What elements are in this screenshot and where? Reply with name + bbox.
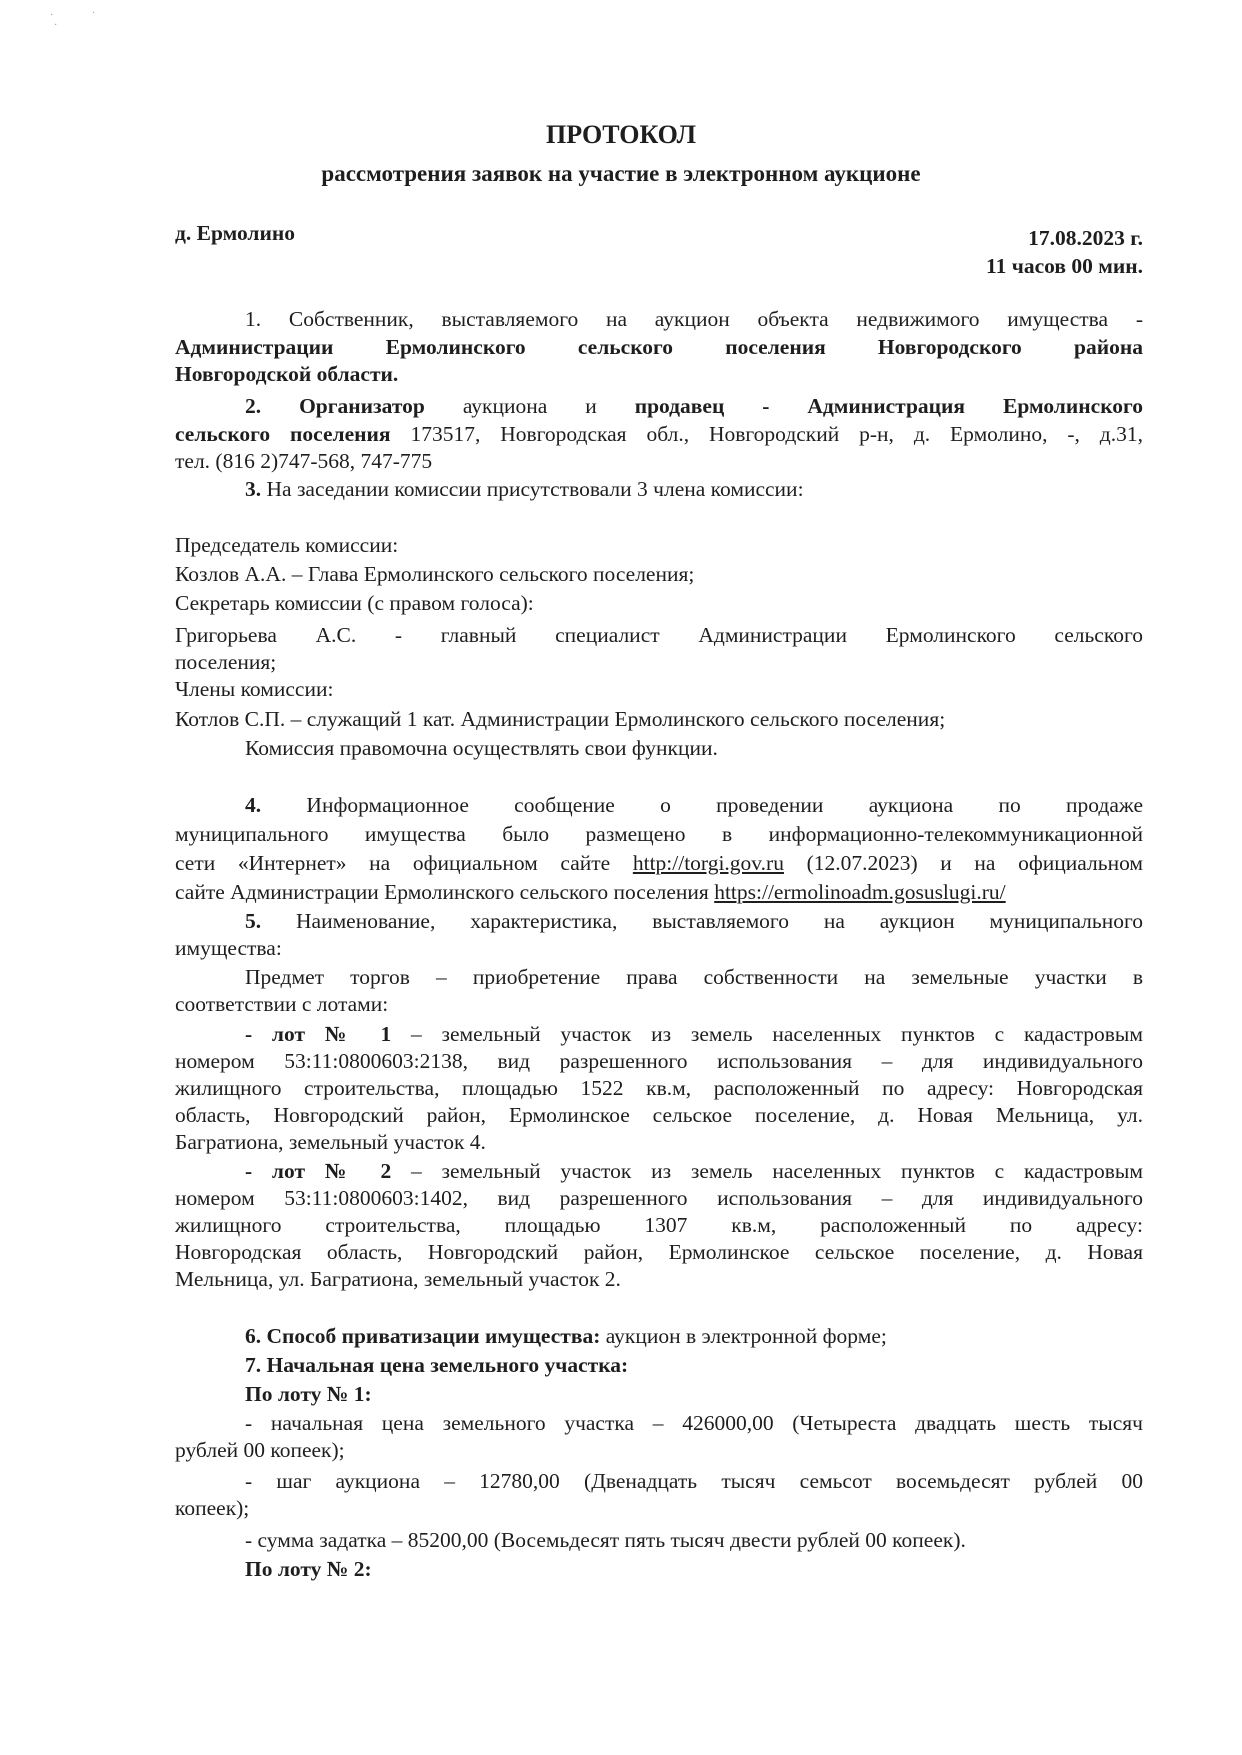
organizer-label: Организатор: [299, 394, 425, 418]
section-6-value: аукцион в электронной форме;: [605, 1324, 887, 1348]
section-5-number: 5.: [245, 909, 262, 933]
price-lot-1-label: По лоту № 1:: [245, 1382, 372, 1406]
chair-member: Козлов А.А. – Глава Ермолинского сельского поселения;: [175, 562, 695, 586]
lot-2-line-4: Новгородская область, Новгородский район, Ермолинское сельское поселение, д. Новая: [175, 1240, 1143, 1264]
section-5-text: Наименование, характеристика, выставляемого на аукцион муниципального: [296, 909, 1143, 933]
lot-2-label: - лот № 2: [245, 1159, 392, 1183]
section-4-line-3: [175, 850, 1143, 877]
document-subtitle: рассмотрения заявок на участие в электронном аукционе: [321, 161, 921, 186]
starting-price-line-2: рублей 00 копеек);: [175, 1438, 345, 1462]
section-1-line-2: Администрации Ермолинского сельского поселения Новгородского района: [175, 335, 1143, 359]
secretary-member-line-2: поселения;: [175, 650, 277, 674]
section-4-text: Информационное сообщение о проведении аукциона по продаже: [306, 793, 1143, 817]
section-5-line-2: имущества:: [175, 936, 282, 960]
seller-phone: тел. (816 2)747-568, 747-775: [175, 449, 433, 473]
section-5-line-1: [245, 908, 1143, 935]
section-1-line-1: [245, 306, 1143, 333]
section-1-text: Собственник, выставляемого на аукцион объекта недвижимого имущества -: [288, 307, 1143, 331]
section-7-label: 7. Начальная цена земельного участка:: [245, 1353, 629, 1377]
seller-name-end: сельского поселения: [175, 422, 391, 446]
auction-step-line-2: копеек);: [175, 1496, 250, 1520]
section-4-number: 4.: [245, 793, 262, 817]
quorum-statement: Комиссия правомочна осуществлять свои функции.: [245, 736, 718, 760]
lot-1-line-3: жилищного строительства, площадью 1522 кв.м, расположенный по адресу: Новгородская: [175, 1076, 1143, 1100]
section-4-text-b: (12.07.2023) и на официальном: [806, 851, 1144, 875]
section-3-line-1: [245, 476, 1143, 503]
section-4-line-1: [245, 792, 1143, 819]
lot-1-line-2: номером 53:11:0800603:2138, вид разрешенного использования – для индивидуального: [175, 1049, 1143, 1073]
scan-speck: ·: [54, 20, 58, 31]
secretary-member-line-1: Григорьева А.С. - главный специалист Администрации Ермолинского сельского: [175, 623, 1143, 647]
section-1-number: 1.: [245, 307, 262, 331]
scan-speck: ·: [50, 10, 54, 21]
section-4-text-a: сети «Интернет» на официальном сайте: [175, 851, 611, 875]
member: Котлов С.П. – служащий 1 кат. Администрации Ермолинского сельского поселения;: [175, 707, 946, 731]
section-3-number: 3.: [245, 477, 262, 501]
lot-1-line-4: область, Новгородский район, Ермолинское сельское поселение, д. Новая Мельница, ул.: [175, 1103, 1143, 1127]
lot-1-label: - лот № 1: [245, 1022, 392, 1046]
lot-1-text: – земельный участок из земель населенных пунктов с кадастровым: [410, 1022, 1143, 1046]
section-2-mid: аукциона и: [462, 394, 597, 418]
lot-2-text: – земельный участок из земель населенных пунктов с кадастровым: [410, 1159, 1143, 1183]
torgi-link[interactable]: http://torgi.gov.ru: [632, 851, 784, 875]
lot-1-line-1: [245, 1021, 1143, 1048]
date: 17.08.2023 г.: [1028, 226, 1143, 250]
chair-label: Председатель комиссии:: [175, 533, 399, 557]
secretary-label: Секретарь комиссии (с правом голоса):: [175, 591, 534, 615]
document-title: ПРОТОКОЛ: [546, 120, 696, 149]
section-2-number: 2.: [245, 394, 262, 418]
section-3-text: На заседании комиссии присутствовали 3 члена комиссии:: [266, 477, 804, 501]
section-2-line-2: [175, 421, 1143, 448]
section-6: [245, 1323, 1143, 1350]
seller-address: 173517, Новгородская обл., Новгородский р-н, д. Ермолино, -, д.31,: [410, 422, 1143, 446]
section-1-line-3: Новгородской области.: [175, 362, 399, 386]
seller-label: продавец - Администрация Ермолинского: [634, 394, 1144, 418]
section-6-label: 6. Способ приватизации имущества:: [245, 1324, 601, 1348]
auction-subject-line-1: Предмет торгов – приобретение права собственности на земельные участки в: [245, 965, 1143, 989]
lot-2-line-2: номером 53:11:0800603:1402, вид разрешенного использования – для индивидуального: [175, 1186, 1143, 1210]
price-lot-2-label: По лоту № 2:: [245, 1557, 372, 1581]
lot-2-line-5: Мельница, ул. Багратиона, земельный участок 2.: [175, 1267, 621, 1291]
lot-2-line-1: [245, 1158, 1143, 1185]
deposit-amount: - сумма задатка – 85200,00 (Восемьдесят пять тысяч двести рублей 00 копеек).: [245, 1528, 966, 1552]
scan-speck: ·: [92, 8, 96, 19]
starting-price-line-1: - начальная цена земельного участка – 426000,00 (Четыреста двадцать шесть тысяч: [245, 1411, 1143, 1435]
admin-site-link[interactable]: https://ermolinoadm.gosuslugi.ru/: [714, 880, 1006, 904]
lot-2-line-3: жилищного строительства, площадью 1307 кв.м, расположенный по адресу:: [175, 1213, 1143, 1237]
section-2-line-1: [245, 393, 1143, 420]
members-label: Члены комиссии:: [175, 677, 334, 701]
auction-step-line-1: - шаг аукциона – 12780,00 (Двенадцать тысяч семьсот восемьдесят рублей 00: [245, 1469, 1143, 1493]
section-4-line-4: [175, 879, 1143, 906]
auction-subject-line-2: соответствии с лотами:: [175, 992, 389, 1016]
lot-1-line-5: Багратиона, земельный участок 4.: [175, 1130, 486, 1154]
section-4-text-c: сайте Администрации Ермолинского сельского поселения: [175, 880, 709, 904]
section-4-line-2: муниципального имущества было размещено в информационно-телекоммуникационной: [175, 822, 1143, 846]
place: д. Ермолино: [175, 221, 296, 245]
time: 11 часов 00 мин.: [986, 254, 1143, 278]
